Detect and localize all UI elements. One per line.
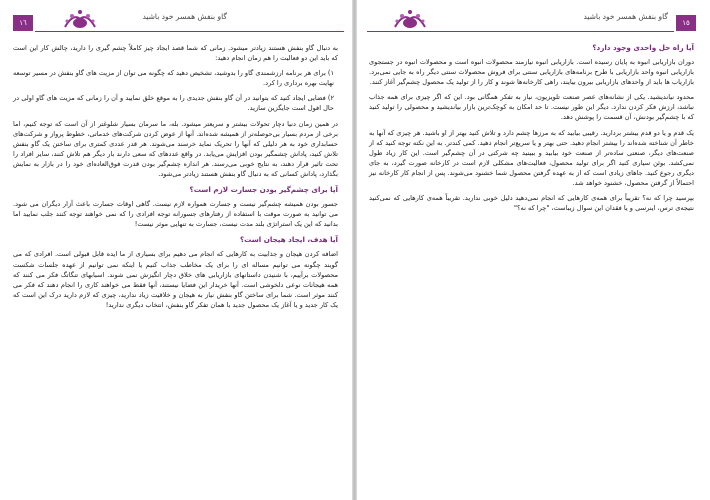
body-paragraph: جسور بودن همیشه چشم‌گیر نیست و جسارت همواره لازم نیست. گاهی اوقات جسارت باعث آزار دیگران می شود. می توانید به صورت موقت با استفاده از رفتارهای جسورانه توجه افرادی را که نمی خواهند توجه کنند جلب نمایید اما بدانید که این یک استراتژی بلند مدت نیست، جسارت به تنهایی موثر نیست! [13, 200, 338, 229]
running-header: گاو بنفش همسر خود باشید [583, 12, 668, 21]
right-page-body [369, 43, 694, 218]
left-page-body [13, 43, 338, 315]
section-heading: آیا راه حل واحدی وجود دارد؟ [592, 43, 694, 52]
section-heading: آیا برای چشم‌گیر بودن جسارت لازم است؟ [189, 185, 338, 195]
page-number: ١٥ [682, 19, 690, 27]
page-number-tab [676, 15, 696, 31]
body-paragraph: اضافه کردن هیجان و جذابیت به کارهایی که انجام می دهیم برای بسیاری از ما ایده قابل قبولی است. افرادی که می گویند چگونه می توانیم مساله ای را برای یک مخاطب جذاب کنیم یا اینکه نمی توانیم از عهده جلسات شکست محصولات برآییم، با شنیدن داستانهای بازاریابی های خلاق دچار انگیزش نمی شوند. اسبابهای تنگاتگ فکر می کنند که همه هیجانات نوعی دلخوشی است. آنها خریدار این فضایا نیستند، آنها فقط می خواهند کاری را انجام دهند که فکر می کنند موثر است. شما برای ساختن گاو بنفش نیاز به هیجان و خلاقیت زیاد ندارید، چیزی که لازم دارید درک این است که یک کار جدید و یا آغاز یک محصول جدید با همان تفکر گاو بنفش، انتخاب دیگری ندارید! [13, 250, 338, 309]
body-paragraph: بپرسید چرا که نه؟ تقریباً برای همه‌ی کارهایی که انجام نمی‌دهید دلیل خوبی ندارید. تقریباً همه‌ی کارهایی که نمی‌کنید نتیجه‌ی ترس، اینرسی و یا فقدان این سوال زیباست، "چرا که نه؟" [369, 194, 694, 213]
page-number-tab [13, 15, 33, 31]
body-paragraph: در همین زمان دنیا دچار تحولات بیشتر و سریعتر میشود. بله، ما سرمان بسیار شلوغتر از آن است که توجه کنیم، اما برخی از مردم بسیار بی‌حوصله‌تر از همیشه شده‌اند. آنها از عوض کردن شرکت‌های خدماتی، خطوط پرواز و شرکت‌های حسابداری خود به هر دلیلی که آنها را تحریک نماید خرسند می‌شوند. هر قدر عددی کمتری برای ساختن یک گاو بنفش تلاش کنید، پاداش چشمگیر بودن افزایش می‌یابد. در واقع عددهای که سعی دارند بار دیگر هم تلاش کنند، سایر افراد را تحت تاثیر قرار دهند، به نتایج خوبی می‌رسند. هر اندازه چشم‌گیر بودن قدرت فوق‌العاده‌ای خود را در بازار به نمایش بگذارد، پاداش کسانی که به دنبال گاو بنفش هستند زیادتر می‌شود. [13, 119, 338, 179]
intro-paragraph: به دنبال گاو بنفش هستند زیادتر میشود. زمانی که شما قصد ایجاد چیز کاملاً چشم گیری را دارید، چالش کار این است که باید این دو فعالیت را هم زمان انجام دهید: [13, 44, 338, 63]
running-header: گاو بنفش همسر خود باشید [142, 12, 227, 21]
right-page [357, 3, 708, 497]
section-heading: آیا هدف، ایجاد هیجان است؟ [239, 235, 338, 245]
header-rule [367, 31, 674, 32]
body-paragraph: محدود نیاندیشید. یکی از نشانه‌های عصر صنعت تلویزیون، نیاز به تفکر همگانی بود. این که اگر چیزی برای همه جذاب نباشد، ارزش فکر کردن ندارد. دیگر این طور نیست. تا حد امکان به کوچک‌ترین بازار بیاندیشید و محصولی را تولید کنید که با چشم‌گیر بودنش، آن قسمت را پوشش دهد. [369, 93, 694, 122]
body-paragraph: یک قدم و یا دو قدم بیشتر بردارید. رقیبی بیابید که به مرزها چشم دارد و تلاش کنید بهتر از او باشید. هر چیزی که آنها به خاطر آن شناخته شده‌اند را بیشتر انجام دهید. حتی بهتر و یا سریع‌تر انجام دهید. کمی کندتر. به این نکته توجه کنید که از صنعت‌های دیگر، صنعتی ساده‌تر از صنعت خود بیابید و ببینید چه شرکتی در آن چشم‌گیر است. این کار زیاد طول نمی‌کشد. بوئن سیاری کنید اگر برای تولید محصول، فعالیت‌های مشکلی لازم است در کارخانه صورت گیرد، به جای دیگری رجوع کنید. جاهای زیادی است که از به عهده گرفتن محصول شما خشنود می‌شوند. پس از انجام کار کارخانه نیز احتمالاً از گرفتن محصول، خشنود خواهد شد. [369, 128, 694, 188]
header-rule [35, 31, 344, 32]
left-page [1, 3, 352, 497]
body-paragraph: دوران بازاریابی انبوه به پایان رسیده است. بازاریابی انبوه نیازمند محصولات انبوه است و محصولات انبوه در جستجوی بازاریابی انبوه واحد بازاریابی با طرح برنامه‌های بازاریابی سنتی برای فروش محصولات سنتی دیگر راه به جایی نمی‌برد. بازاریاب ها باید از واحدهای بازاریابی بیرون بیایند، راهی کارخانه‌ها شوند و کار را از تولید یک محصول چشم‌گیر آغاز کنند. [369, 58, 694, 87]
page-number: ١٦ [19, 19, 27, 27]
list-item: ۲) فضایی ایجاد کنید که بتوانید در آن گاو بنفش جدیدی را به موقع خلق نمایید و آن را زمانی که مزیت های گاو اولی در حال افول است جایگزین سازید. [13, 94, 334, 113]
list-item: ۱) برای هر برنامه ارزشمندی گاو را بدوشید، تشخیص دهید که چگونه می توان از مزیت های گاو بنفش در مسیر توسعه نهایت بهره برداری را کرد. [13, 69, 334, 88]
